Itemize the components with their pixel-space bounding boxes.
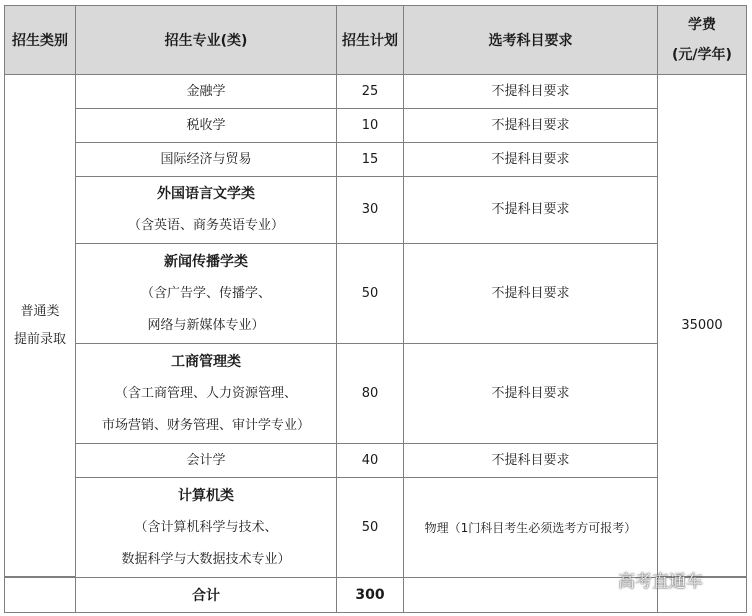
major-name: 外国语言文学类 <box>157 186 255 202</box>
major-name: 新闻传播学类 <box>164 253 248 270</box>
major-name: 金融学 <box>186 83 226 99</box>
major-name: 税收学 <box>186 117 226 133</box>
row-requirement <box>403 243 658 344</box>
row-plan <box>336 176 404 244</box>
header-category <box>4 5 76 75</box>
row-requirement <box>403 74 658 109</box>
requirement-text: 不提科目要求 <box>491 452 570 468</box>
major-detail: （含工商管理、人力资源管理、 <box>114 385 297 401</box>
category-line2: 提前录取 <box>13 331 66 347</box>
major-detail: 网络与新媒体专业） <box>147 317 265 333</box>
major-detail: 市场营销、财务管理、审计学专业） <box>101 417 310 433</box>
row-plan <box>336 477 404 578</box>
plan-value: 50 <box>361 285 379 301</box>
plan-value: 80 <box>361 385 379 401</box>
header-requirement-text: 选考科目要求 <box>488 33 573 49</box>
header-category-text: 招生类别 <box>12 33 68 49</box>
major-name: 工商管理类 <box>171 353 241 370</box>
major-name: 会计学 <box>186 452 226 468</box>
total-value: 300 <box>355 587 385 603</box>
plan-value: 50 <box>361 519 379 535</box>
row-plan <box>336 142 404 177</box>
row-requirement <box>403 142 658 177</box>
header-major-text: 招生专业(类) <box>164 33 248 49</box>
header-fee-line1: 学费 <box>688 17 716 33</box>
total-blank-cell <box>4 577 76 613</box>
row-major <box>75 142 337 177</box>
header-plan <box>336 5 404 75</box>
header-fee-line2: (元/学年) <box>672 47 732 63</box>
row-plan <box>336 108 404 143</box>
row-requirement <box>403 477 658 578</box>
category-cell <box>4 74 76 577</box>
major-detail: （含广告学、传播学、 <box>140 285 271 301</box>
row-requirement <box>403 176 658 244</box>
header-requirement <box>403 5 658 75</box>
requirement-text: 不提科目要求 <box>491 285 570 301</box>
major-name: 国际经济与贸易 <box>160 151 252 167</box>
header-fee <box>657 5 747 75</box>
total-value-cell <box>336 577 404 613</box>
category-line1: 普通类 <box>20 303 60 319</box>
fee-value: 35000 <box>681 317 723 333</box>
requirement-text: 不提科目要求 <box>491 83 570 99</box>
row-requirement <box>403 443 658 478</box>
major-detail: 数据科学与大数据技术专业） <box>121 551 291 567</box>
row-major <box>75 176 337 244</box>
major-detail: （含英语、商务英语专业） <box>127 218 284 233</box>
row-plan <box>336 74 404 109</box>
total-label: 合计 <box>192 588 220 604</box>
requirement-text: 不提科目要求 <box>491 151 570 167</box>
row-major <box>75 243 337 344</box>
plan-value: 25 <box>361 83 379 99</box>
requirement-text: 不提科目要求 <box>491 202 570 217</box>
requirement-text: 物理（1门科目考生必须选考方可报考） <box>424 520 637 535</box>
row-requirement <box>403 108 658 143</box>
header-plan-text: 招生计划 <box>342 33 398 49</box>
requirement-text: 不提科目要求 <box>491 385 570 401</box>
watermark-text: 高考直通车 <box>618 572 703 592</box>
plan-value: 10 <box>361 117 379 133</box>
row-major <box>75 343 337 444</box>
requirement-text: 不提科目要求 <box>491 117 570 133</box>
row-major <box>75 477 337 578</box>
plan-value: 40 <box>361 452 379 468</box>
row-major <box>75 108 337 143</box>
major-name: 计算机类 <box>178 487 234 504</box>
major-detail: （含计算机科学与技术、 <box>134 519 278 535</box>
row-plan <box>336 243 404 344</box>
total-label-cell <box>75 577 337 613</box>
row-plan <box>336 343 404 444</box>
row-major <box>75 74 337 109</box>
fee-cell <box>657 74 747 577</box>
plan-value: 30 <box>361 202 379 217</box>
row-requirement <box>403 343 658 444</box>
header-major <box>75 5 337 75</box>
plan-value: 15 <box>361 151 379 167</box>
row-plan <box>336 443 404 478</box>
row-major <box>75 443 337 478</box>
